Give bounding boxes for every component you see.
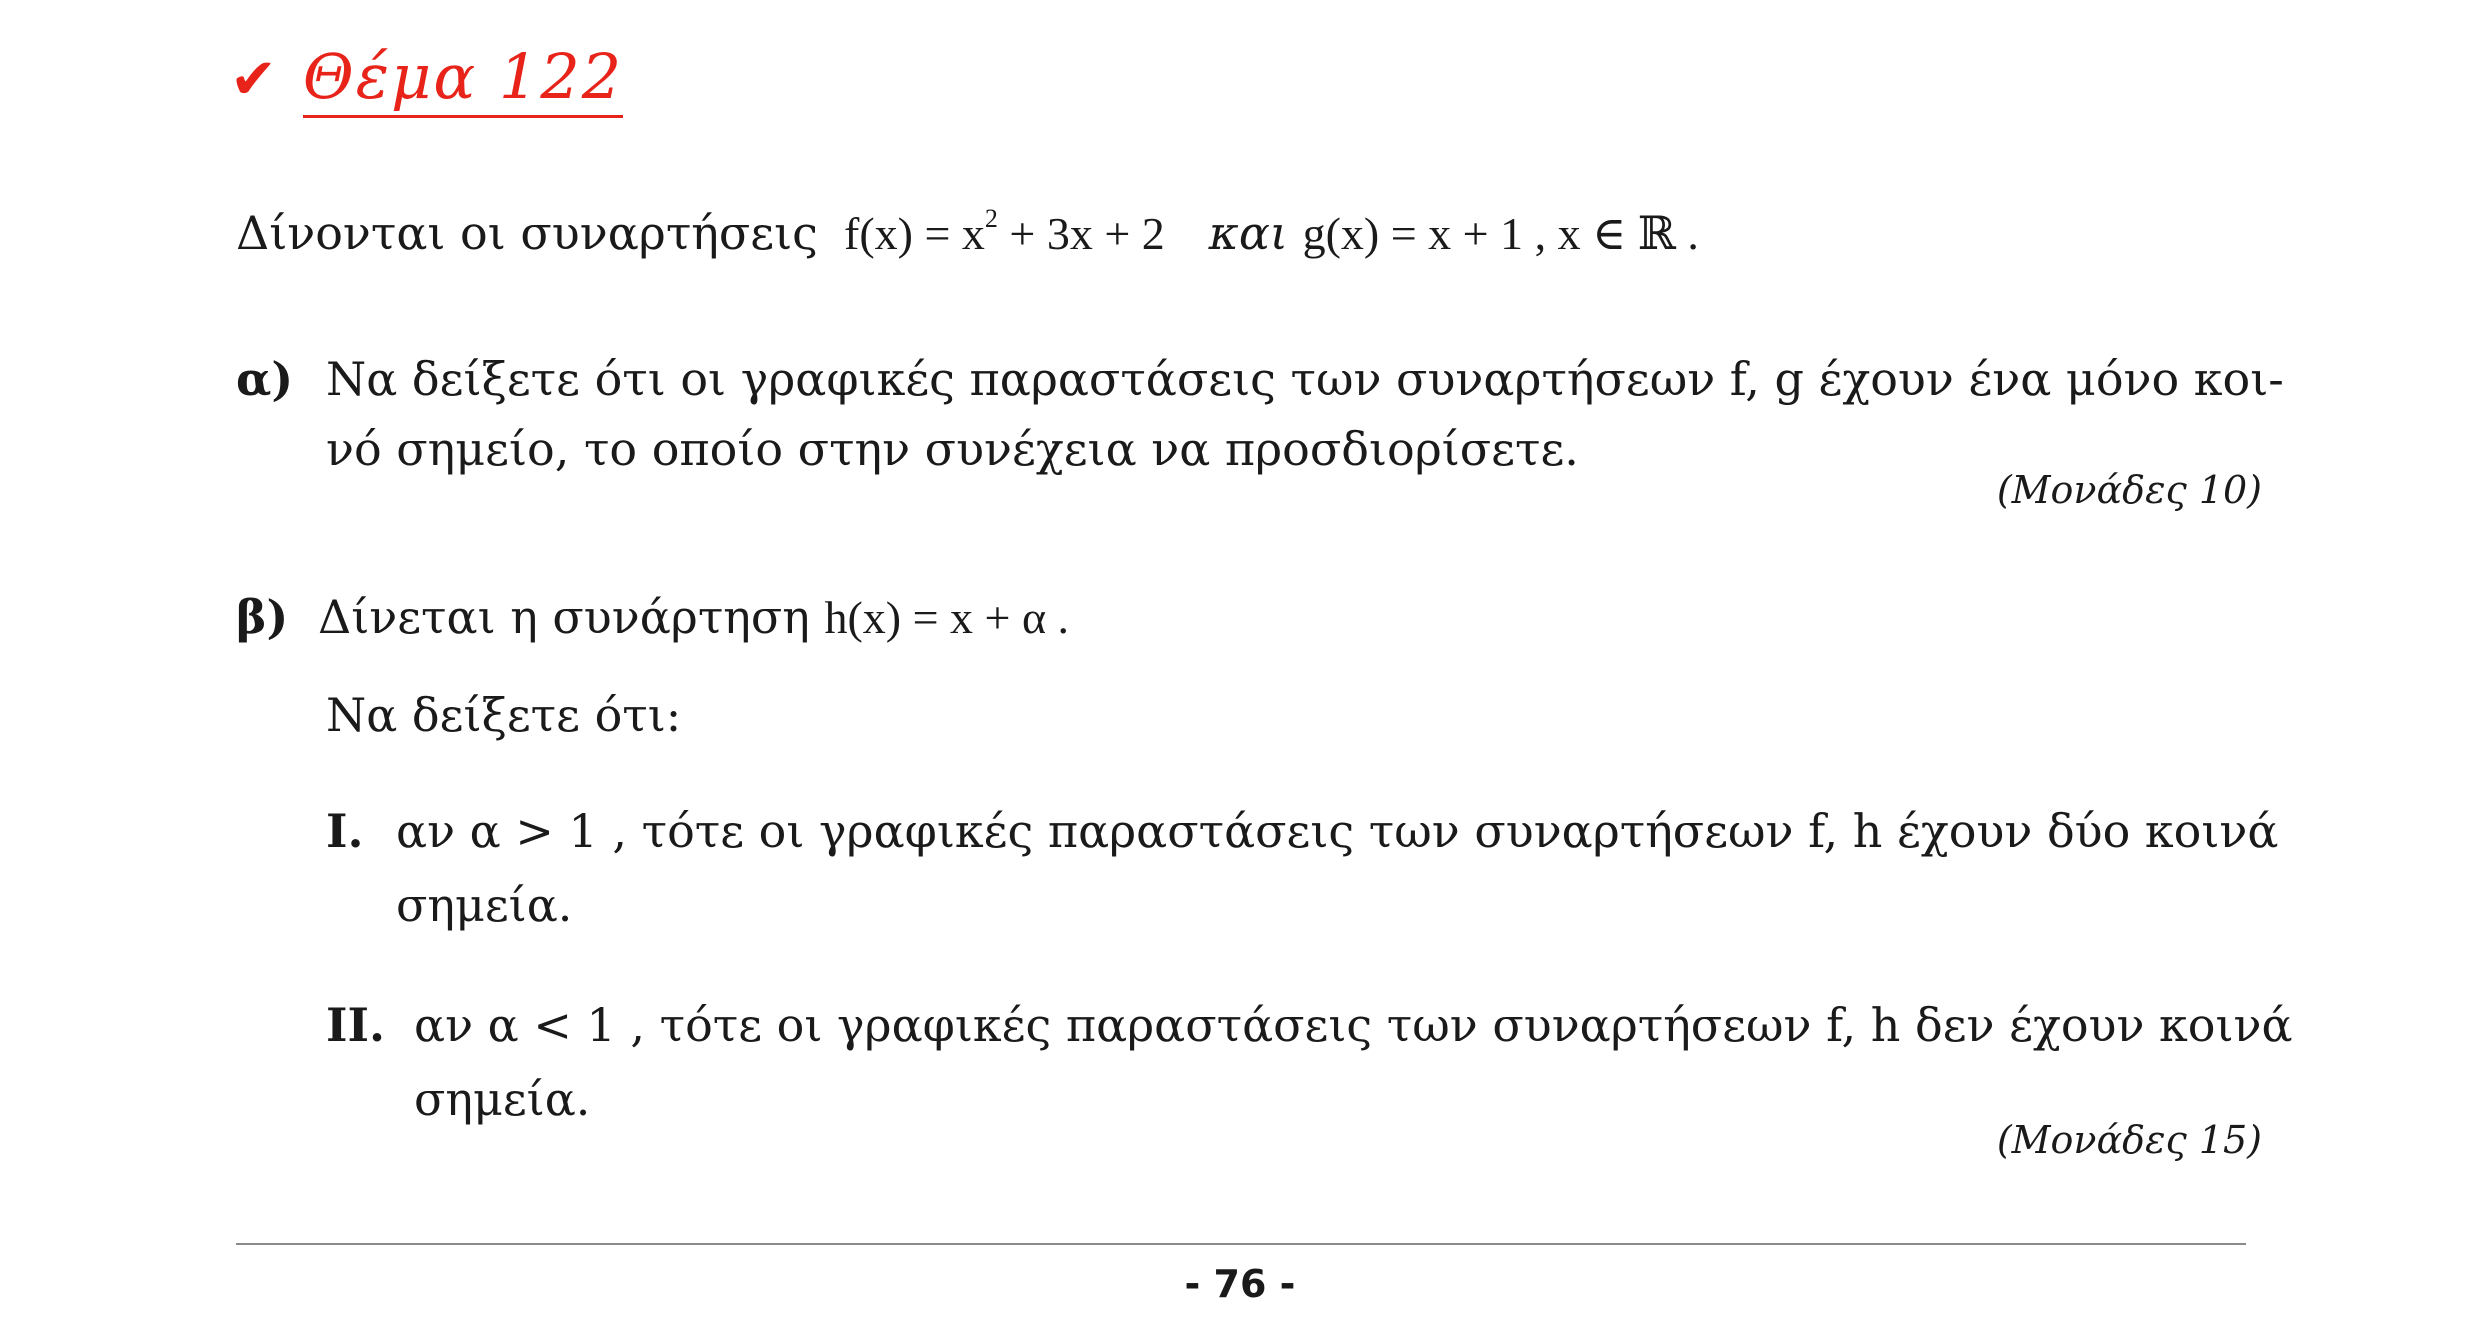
sub-2-line-2: σημεία. [414, 1072, 591, 1126]
part-b-marks: (Μονάδες 15) [1996, 1118, 2262, 1162]
part-a-label: α) [236, 352, 294, 406]
sub-2-label: II. [326, 998, 386, 1052]
part-b-line-2: Να δείξετε ότι: [326, 688, 682, 742]
sub-1-line-2: σημεία. [396, 878, 573, 932]
part-a-line-2: νό σημείο, το οποίο στην συνέχεια να προσδιορίσετε. [326, 422, 1579, 476]
part-b-text: Δίνεται η συνάρτηση [318, 590, 810, 644]
part-b-label: β) [236, 590, 289, 644]
footer-divider [236, 1243, 2246, 1245]
intro-line [236, 206, 1699, 260]
intro-text: Δίνονται οι συναρτήσεις [236, 206, 818, 260]
h-definition: h(x) = x + α . [824, 592, 1070, 643]
part-a-marks: (Μονάδες 10) [1996, 468, 2262, 512]
f-definition: $f(x) = x^2 + 3x + 2$ [844, 204, 1165, 259]
topic-title-text: Θέμα 122 [303, 40, 623, 118]
g-definition: g(x) = x + 1 , x ∈ ℝ . [1302, 208, 1699, 259]
part-a-line-1: Να δείξετε ότι οι γραφικές παραστάσεις των συναρτήσεων f, g έχουν ένα μόνο κοι- [326, 352, 2284, 406]
sub-1-line-1: αν α > 1 , τότε οι γραφικές παραστάσεις των συναρτήσεων f, h έχουν δύο κοινά [396, 804, 2279, 858]
f-exponent: 2 [984, 204, 998, 233]
page-number: - 76 - [1184, 1262, 1296, 1306]
and-word: και [1208, 206, 1288, 260]
checkmark-icon: ✔ [230, 47, 277, 112]
topic-title [230, 40, 623, 113]
part-b-line-1 [318, 590, 1069, 644]
sub-1-label: I. [326, 804, 364, 858]
sub-2-line-1: αν α < 1 , τότε οι γραφικές παραστάσεις των συναρτήσεων f, h δεν έχουν κοινά [414, 998, 2293, 1052]
